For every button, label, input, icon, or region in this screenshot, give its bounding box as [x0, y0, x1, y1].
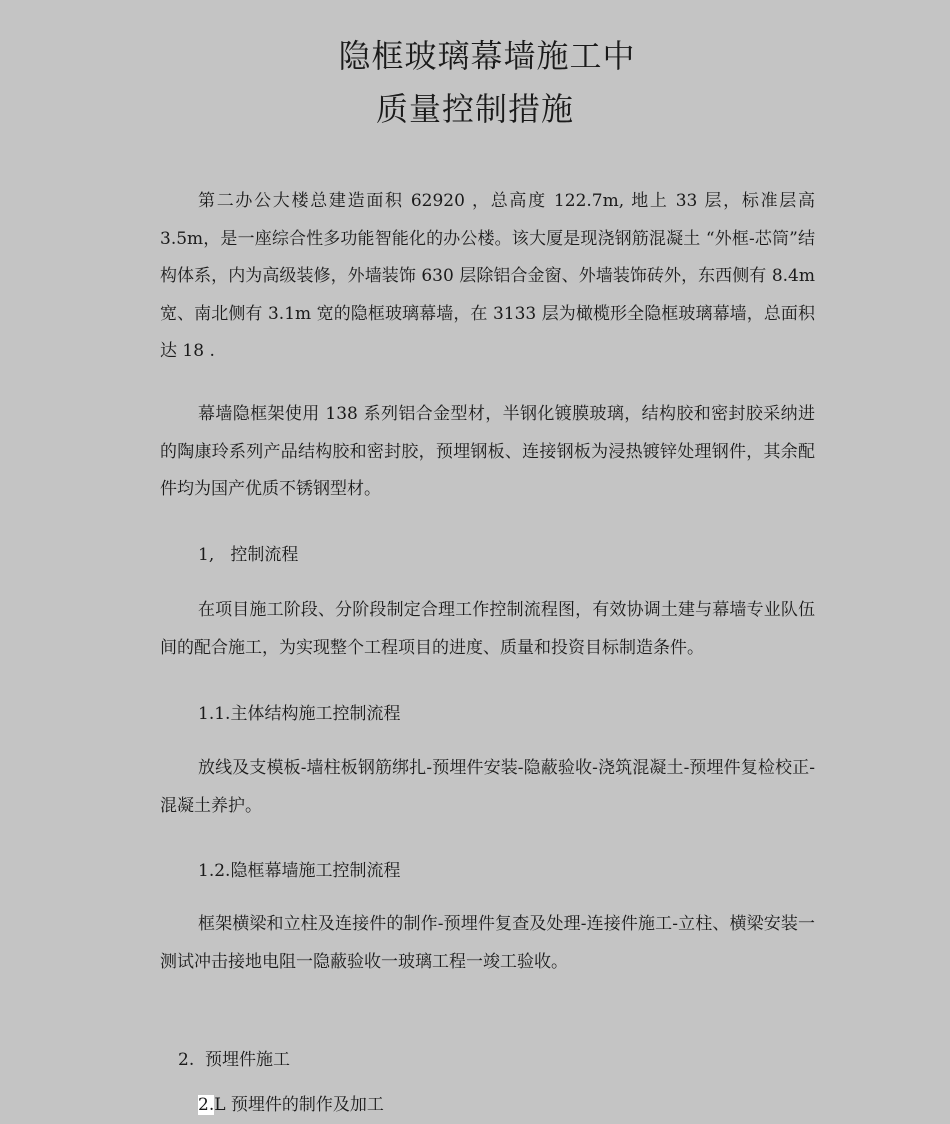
paragraph-project-overview: 第二办公大楼总建造面积 62920 ，总高度 122.7m, 地上 33 层，标准层高 3.5m，是一座综合性多功能智能化的办公楼。该大厦是现浇钢筋混凝土 “外框-芯筒”结构体系，内为高级装修，外墙装饰 630 层除铝合金窗、外墙装饰砖外，东西侧有 8.4m 宽、南北侧有 3.1m 宽的隐框玻璃幕墙，在 3133 层为橄榄形全隐框玻璃幕墙，总面积达 18 . — [160, 191, 815, 361]
section-heading-control-flow: 1, 控制流程 — [198, 545, 299, 565]
document-title-line-1: 隐框玻璃幕墙施工中 — [338, 37, 636, 75]
section-heading-embedded-parts: 2. 预埋件施工 — [178, 1050, 291, 1070]
subsection-heading-text: L 预埋件的制作及加工 — [214, 1095, 384, 1115]
paragraph-control-flow: 在项目施工阶段、分阶段制定合理工作控制流程图，有效协调土建与幕墙专业队伍间的配合施工，为实现整个工程项目的进度、质量和投资目标制造条件。 — [160, 600, 815, 658]
paragraph-curtain-wall-flow: 框架横梁和立柱及连接件的制作-预埋件复查及处理-连接件施工-立柱、横梁安装一测试冲击接地电阻一隐蔽验收一玻璃工程一竣工验收。 — [160, 914, 815, 972]
subsection-heading-embedded-parts-fabrication — [198, 1093, 384, 1117]
subsection-heading-main-structure: 1.1.主体结构施工控制流程 — [198, 704, 401, 724]
paragraph-main-structure-flow: 放线及支模板-墙柱板钢筋绑扎-预埋件安装-隐蔽验收-浇筑混凝土-预埋件复检校正-混凝土养护。 — [160, 758, 815, 816]
paragraph-materials: 幕墙隐框架使用 138 系列铝合金型材，半钢化镀膜玻璃，结构胶和密封胶采纳进的陶康玲系列产品结构胶和密封胶，预埋钢板、连接钢板为浸热镀锌处理钢件，其余配件均为国产优质不锈钢型材。 — [160, 404, 815, 499]
document-title-line-2: 质量控制措施 — [375, 90, 574, 128]
subsection-heading-curtain-wall: 1.2.隐框幕墙施工控制流程 — [198, 861, 401, 881]
text-selection-highlight: 2. — [198, 1095, 215, 1115]
